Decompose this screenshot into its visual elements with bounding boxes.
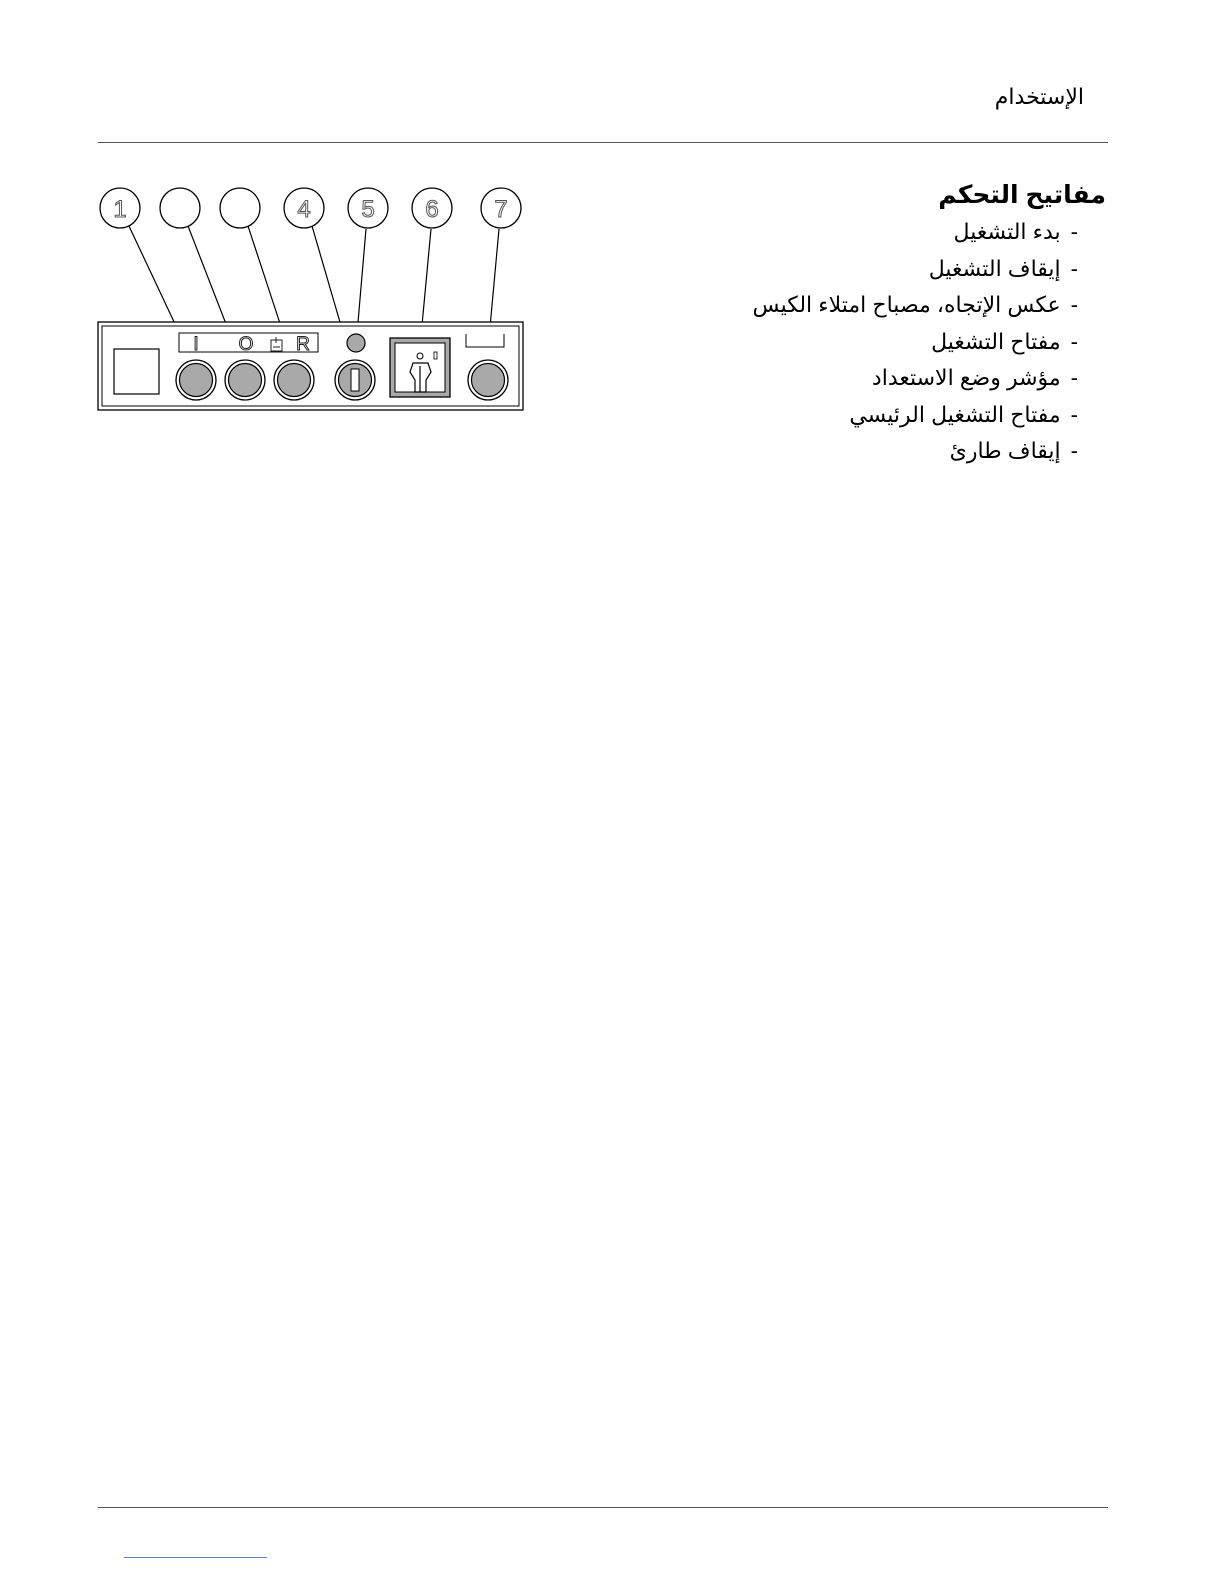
callout-number: 5 <box>361 196 375 223</box>
callout-1 <box>100 188 140 228</box>
callout-number: 6 <box>425 196 439 223</box>
list-bullet: - <box>1070 255 1078 281</box>
list-item-text: مؤشر وضع الاستعداد <box>871 365 1061 390</box>
stop-label: O <box>238 334 254 355</box>
stop-button-icon <box>225 360 265 400</box>
list-item-text: إيقاف طارئ <box>949 438 1061 463</box>
callout-2 <box>160 188 200 228</box>
list-item <box>646 287 1078 324</box>
main-switch-icon <box>390 338 450 397</box>
list-bullet: - <box>1070 292 1078 317</box>
callout-number: 1 <box>113 196 127 223</box>
list-item-text: مفتاح التشغيل <box>931 328 1061 354</box>
panel-window <box>114 349 159 394</box>
list-item <box>646 251 1078 288</box>
control-panel-diagram <box>96 185 528 417</box>
list-bullet: - <box>1070 365 1078 390</box>
control-keys-section <box>646 180 1106 470</box>
callout-4 <box>284 188 324 228</box>
emergency-stop-icon <box>468 360 508 400</box>
reverse-label: R <box>296 334 310 355</box>
list-bullet: - <box>1070 328 1078 354</box>
operating-key-icon <box>335 360 375 400</box>
list-item <box>646 214 1078 251</box>
list-bullet: - <box>1070 401 1078 427</box>
list-bullet: - <box>1070 219 1078 244</box>
start-button-icon <box>176 360 216 400</box>
list-item-text: إيقاف التشغيل <box>928 255 1061 281</box>
callout-7 <box>481 188 521 228</box>
footer-link-underline <box>124 1557 267 1558</box>
section-title: مفاتيح التحكم <box>938 181 1106 209</box>
list-item <box>646 360 1078 397</box>
reverse-button-icon <box>274 360 314 400</box>
footer-divider <box>98 1507 1108 1508</box>
callout-number: 4 <box>297 196 311 223</box>
list-bullet: - <box>1070 438 1078 463</box>
callout-5 <box>348 188 388 228</box>
control-keys-list <box>646 214 1106 470</box>
list-item <box>646 397 1078 434</box>
list-item-text: عكس الإتجاه، مصباح امتلاء الكيس <box>752 292 1061 317</box>
list-item <box>646 324 1078 361</box>
list-item-text: بدء التشغيل <box>953 219 1061 244</box>
start-label: I <box>193 334 199 355</box>
header-divider <box>98 142 1108 143</box>
list-item <box>646 433 1078 470</box>
callout-6 <box>412 188 452 228</box>
callout-number: 7 <box>494 196 508 223</box>
list-item-text: مفتاح التشغيل الرئيسي <box>849 401 1061 427</box>
page-header-title: الإستخدام <box>994 84 1084 109</box>
standby-indicator-icon <box>347 334 365 352</box>
callout-3 <box>220 188 260 228</box>
